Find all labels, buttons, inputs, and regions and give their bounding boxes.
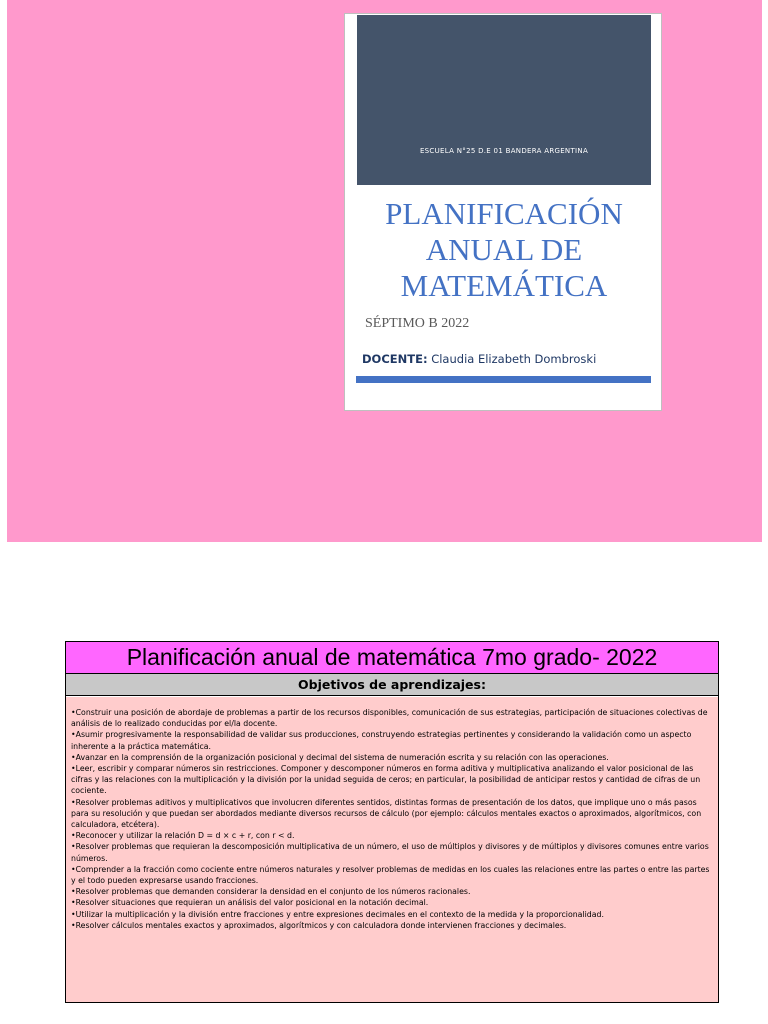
- objectives-body: [66, 697, 718, 1002]
- cover-title-line-1: PLANIFICACIÓN: [385, 196, 623, 231]
- objective-item: • Leer, escribir y comparar números sin restricciones. Componer y descomponer números en forma aditiva y multiplicativa analizando el valor posicional de las cifras y las relaciones con la multiplicación y la división por la unidad seguida de ceros; en particular, la posibilidad de anticipar restos y cantidad de cifras de un cociente.: [71, 763, 712, 797]
- objective-item: • Resolver cálculos mentales exactos y aproximados, algorítmicos y con calculadora donde intervienen fracciones y decimales.: [71, 920, 712, 931]
- objective-item: • Avanzar en la comprensión de la organización posicional y decimal del sistema de numeración escrita y su relación con las operaciones.: [71, 752, 712, 763]
- objective-item: • Resolver problemas que requieran la descomposición multiplicativa de un número, el uso de múltiplos y divisores y de múltiplos y divisores comunes entre varios números.: [71, 841, 712, 863]
- school-name: ESCUELA N°25 D.E 01 BANDERA ARGENTINA: [419, 147, 589, 155]
- cover-page: [344, 13, 662, 411]
- objective-item: • Comprender a la fracción como cociente entre números naturales y resolver problemas de medidas en los cuales las relaciones entre las partes o entre las partes y el todo pueden expresarse usando fracciones.: [71, 864, 712, 886]
- cover-page-background: [7, 0, 762, 542]
- cover-title: [357, 196, 651, 304]
- objective-item: • Construir una posición de abordaje de problemas a partir de los recursos disponibles, comunicación de sus estrategias, participación de situaciones colectivas de análisis de lo realizado conducidas por el/la docente.: [71, 707, 712, 729]
- cover-teacher: [362, 352, 596, 366]
- objective-item: • Resolver problemas aditivos y multiplicativos que involucren diferentes sentidos, distintas formas de presentación de los datos, que implique uno o más pasos para su resolución y que puedan ser abordados mediante diversos recursos de cálculo (por ejemplo: cálculos mentales exactos o aproximados, algorítmicos, con calculadora, etcétera).: [71, 797, 712, 831]
- teacher-label: DOCENTE:: [362, 352, 428, 366]
- cover-accent-bar: [356, 376, 651, 383]
- cover-grade: SÉPTIMO B 2022: [365, 316, 470, 331]
- objective-item: • Resolver situaciones que requieran un análisis del valor posicional en la notación decimal.: [71, 897, 712, 908]
- cover-title-line-2: ANUAL DE: [425, 232, 583, 267]
- teacher-name: Claudia Elizabeth Dombroski: [431, 352, 597, 366]
- objective-item: • Resolver problemas que demanden considerar la densidad en el conjunto de los números racionales.: [71, 886, 712, 897]
- cover-header-band: [357, 15, 651, 185]
- objectives-list: [66, 697, 718, 931]
- objectives-heading: Objetivos de aprendizajes:: [66, 674, 718, 696]
- objective-item: • Reconocer y utilizar la relación D = d × c + r, con r < d.: [71, 830, 712, 841]
- objective-item: • Utilizar la multiplicación y la división entre fracciones y entre expresiones decimales en el contexto de la medida y la proporcionalidad.: [71, 909, 712, 920]
- objective-item: • Asumir progresivamente la responsabilidad de validar sus producciones, construyendo estrategias pertinentes y considerando la validación como un aspecto inherente a la práctica matemática.: [71, 729, 712, 751]
- plan-title: Planificación anual de matemática 7mo grado- 2022: [66, 642, 718, 674]
- cover-title-line-3: MATEMÁTICA: [400, 268, 608, 303]
- plan-table: [65, 641, 719, 1003]
